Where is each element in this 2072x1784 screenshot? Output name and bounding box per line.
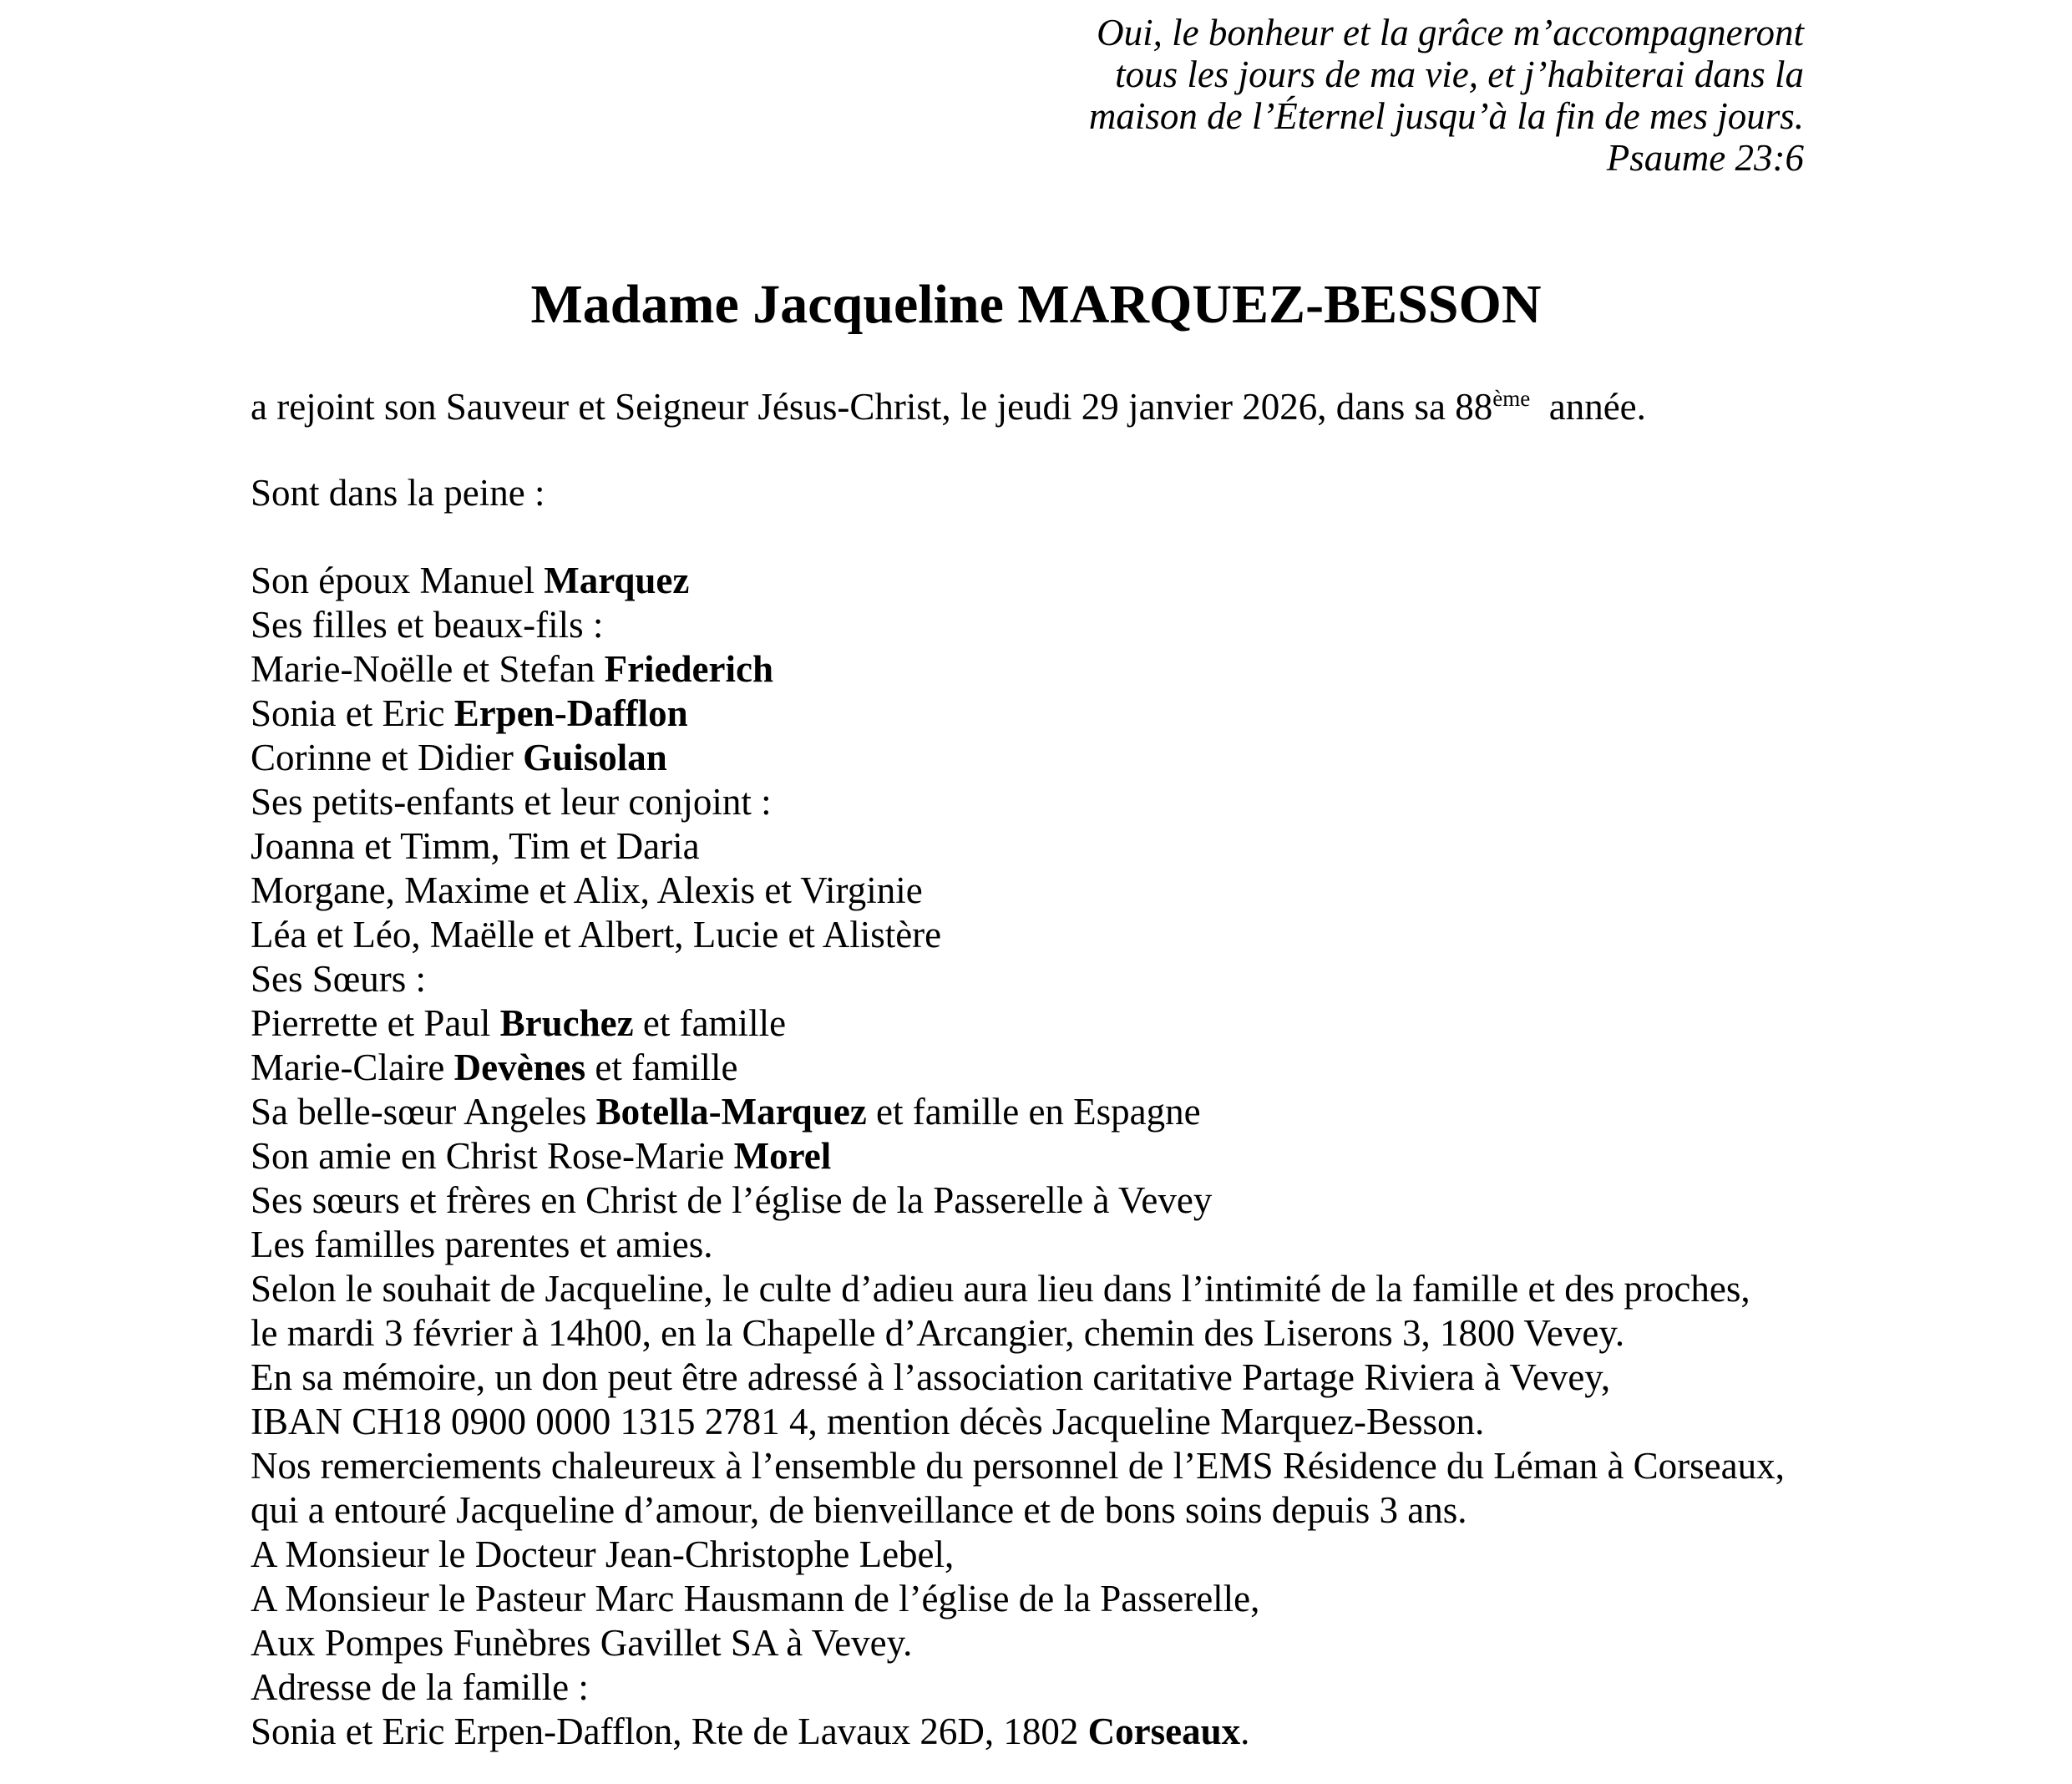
text-segment: Sonia et Eric Erpen-Dafflon, Rte de Lavaux 26D, 1802 — [251, 1711, 1088, 1752]
obituary-line — [251, 1710, 2072, 1754]
psalm-line: Oui, le bonheur et la grâce m’accompagneront — [1097, 12, 1804, 53]
text-segment: Son époux Manuel — [251, 560, 545, 601]
psalm-line: tous les jours de ma vie, et j’habiterai dans la — [1115, 53, 1804, 95]
text-segment: Morgane, Maxime et Alix, Alexis et Virginie — [251, 869, 923, 911]
obituary-line — [251, 957, 2072, 1001]
text-segment: Son amie en Christ Rose-Marie — [251, 1135, 734, 1177]
obituary-line — [251, 1311, 2072, 1356]
text-segment: . — [1240, 1711, 1250, 1752]
deceased-name-title: Madame Jacqueline MARQUEZ-BESSON — [530, 274, 1542, 335]
obituary-line — [251, 1356, 2072, 1400]
obituary-line — [251, 1577, 2072, 1621]
obituary-line — [251, 824, 2072, 869]
family-name-bold: Bruchez — [499, 1002, 634, 1044]
text-segment: le mardi 3 février à 14h00, en la Chapelle d’Arcangier, chemin des Liserons 3, 1800 Vevey. — [251, 1312, 1625, 1354]
obituary-line — [251, 913, 2072, 957]
family-name-bold: Friederich — [604, 648, 773, 690]
text-segment: Les familles parentes et amies. — [251, 1224, 713, 1265]
text-segment: Pierrette et Paul — [251, 1002, 500, 1044]
obituary-line — [251, 1533, 2072, 1577]
psalm-quote — [0, 0, 2072, 179]
obituary-line — [251, 603, 2072, 647]
obituary-line — [251, 1134, 2072, 1178]
family-name-bold: Corseaux — [1087, 1711, 1241, 1752]
family-name-bold: Erpen-Dafflon — [453, 692, 688, 734]
family-name-bold: Marquez — [544, 560, 690, 601]
obituary-line — [251, 736, 2072, 780]
obituary-line — [251, 1621, 2072, 1665]
text-segment: et famille en Espagne — [866, 1091, 1201, 1133]
obituary-line — [251, 1090, 2072, 1134]
text-segment: Selon le souhait de Jacqueline, le culte d’adieu aura lieu dans l’intimité de la famille et des proches, — [251, 1268, 1750, 1310]
text-segment: Nos remerciements chaleureux à l’ensemble du personnel de l’EMS Résidence du Léman à Corseaux, — [251, 1445, 1785, 1487]
family-name-bold: Morel — [733, 1135, 832, 1177]
obituary-line — [251, 1046, 2072, 1090]
text-segment: année. — [1530, 386, 1646, 428]
obituary-line — [251, 1267, 2072, 1311]
ordinal-superscript: ème — [1492, 386, 1531, 411]
obituary-line — [251, 647, 2072, 692]
text-segment: Joanna et Timm, Tim et Daria — [251, 825, 700, 867]
obituary-line — [251, 1444, 2072, 1488]
text-segment: Ses filles et beaux-fils : — [251, 604, 604, 646]
text-segment: Léa et Léo, Maëlle et Albert, Lucie et Alistère — [251, 914, 942, 955]
obituary-line — [251, 1001, 2072, 1046]
mourning-heading: Sont dans la peine : — [251, 472, 545, 514]
text-segment: Ses petits-enfants et leur conjoint : — [251, 781, 772, 823]
text-segment: et famille — [633, 1002, 787, 1044]
family-name-bold: Botella-Marquez — [595, 1091, 867, 1133]
text-segment: a rejoint son Sauveur et Seigneur Jésus-Christ, le jeudi 29 janvier 2026, dans sa 88 — [251, 386, 1493, 428]
obituary-line — [251, 559, 2072, 603]
obituary-line — [251, 780, 2072, 824]
obituary-content — [251, 385, 2072, 1754]
text-segment: A Monsieur le Docteur Jean-Christophe Lebel, — [251, 1533, 955, 1575]
text-segment: Aux Pompes Funèbres Gavillet SA à Vevey. — [251, 1622, 913, 1664]
text-segment: Ses sœurs et frères en Christ de l’église de la Passerelle à Vevey — [251, 1179, 1213, 1221]
obituary-line — [251, 1178, 2072, 1223]
text-segment: Marie-Noëlle et Stefan — [251, 648, 605, 690]
family-name-bold: Guisolan — [523, 737, 667, 778]
text-segment: Adresse de la famille : — [251, 1666, 589, 1708]
obituary-line — [251, 1488, 2072, 1533]
death-announcement-line — [251, 385, 2072, 429]
text-segment: Marie-Claire — [251, 1047, 454, 1088]
obituary-line — [251, 692, 2072, 736]
text-segment: A Monsieur le Pasteur Marc Hausmann de l’église de la Passerelle, — [251, 1578, 1260, 1619]
obituary-line — [251, 1223, 2072, 1267]
text-segment: et famille — [585, 1047, 738, 1088]
obituary-line — [251, 869, 2072, 913]
text-segment: qui a entouré Jacqueline d’amour, de bienveillance et de bons soins depuis 3 ans. — [251, 1489, 1467, 1531]
obituary-line — [251, 1400, 2072, 1444]
text-segment: Sa belle-sœur Angeles — [251, 1091, 596, 1133]
psalm-reference: Psaume 23:6 — [1606, 137, 1804, 179]
text-segment: En sa mémoire, un don peut être adressé à l’association caritative Partage Riviera à Vevey, — [251, 1356, 1611, 1398]
family-name-bold: Devènes — [453, 1047, 586, 1088]
psalm-quote-lines — [0, 12, 1804, 137]
text-segment: Corinne et Didier — [251, 737, 524, 778]
family-and-notices-list — [251, 559, 2072, 1754]
psalm-line: maison de l’Éternel jusqu’à la fin de mes jours. — [1088, 95, 1804, 137]
obituary-line — [251, 1665, 2072, 1710]
text-segment: IBAN CH18 0900 0000 1315 2781 4, mention décès Jacqueline Marquez-Besson. — [251, 1401, 1485, 1442]
text-segment: Sonia et Eric — [251, 692, 454, 734]
text-segment: Ses Sœurs : — [251, 958, 427, 1000]
